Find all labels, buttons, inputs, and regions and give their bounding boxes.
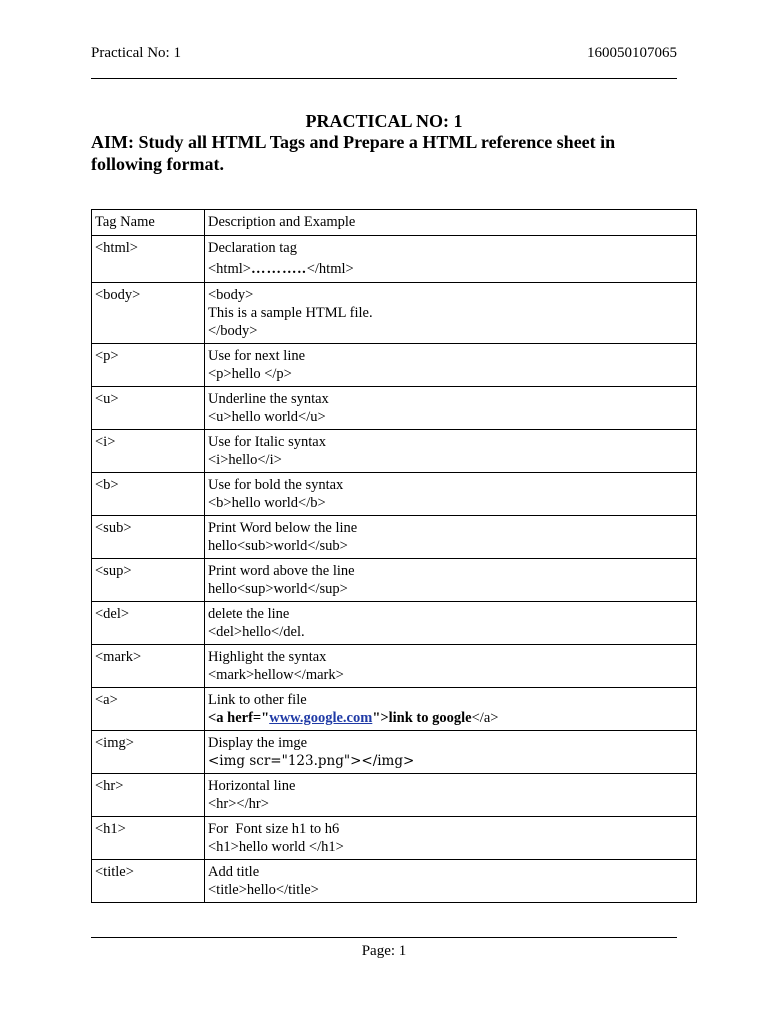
description-cell (205, 645, 697, 688)
description-cell (205, 688, 697, 731)
example-text: <img scr="123.png"></img> (208, 753, 415, 769)
example-line: <body> (208, 287, 254, 303)
table-row (92, 860, 697, 903)
description-text: For Font size h1 to h6 (208, 821, 340, 837)
example-text: <u>hello world</u> (208, 409, 326, 425)
description-cell (205, 473, 697, 516)
example-text: <title>hello</title> (208, 882, 319, 898)
example-text: hello<sup>world</sup> (208, 581, 348, 597)
example-text (208, 709, 693, 727)
description-cell (205, 387, 697, 430)
description-cell (205, 602, 697, 645)
html-reference-table (91, 209, 697, 903)
tag-cell: <sub> (92, 516, 205, 559)
table-row (92, 473, 697, 516)
table-header-row (92, 210, 697, 236)
aim-line-1: AIM: Study all HTML Tags and Prepare a HTML reference sheet in (91, 132, 616, 152)
page-number: Page: 1 (361, 943, 407, 959)
example-dots: ……….. (250, 261, 307, 277)
description-text: Add title (208, 864, 260, 880)
example-text: <p>hello </p> (208, 366, 292, 382)
tag-cell: <mark> (92, 645, 205, 688)
tag-cell: <sup> (92, 559, 205, 602)
example-open: <html> (208, 261, 251, 277)
tag-cell: <i> (92, 430, 205, 473)
description-text: Underline the syntax (208, 391, 329, 407)
tag-cell: <img> (92, 731, 205, 774)
tag-cell: <h1> (92, 817, 205, 860)
tag-cell: <html> (92, 236, 205, 283)
description-cell (205, 430, 697, 473)
description-text: Use for next line (208, 348, 306, 364)
table-row (92, 602, 697, 645)
description-cell (205, 860, 697, 903)
description-text: Horizontal line (208, 778, 296, 794)
description-text: Print Word below the line (208, 520, 358, 536)
example-text: <b>hello world</b> (208, 495, 326, 511)
table-row (92, 817, 697, 860)
example-close: </html> (306, 261, 354, 277)
example-anchor-text: ">link to google (372, 710, 472, 726)
table-row (92, 236, 697, 283)
footer-divider (91, 937, 677, 938)
table-row (92, 645, 697, 688)
example-anchor-open: <a herf=" (208, 710, 270, 726)
example-text: <hr></hr> (208, 796, 269, 812)
header-description: Description and Example (205, 210, 697, 236)
tag-cell: <p> (92, 344, 205, 387)
tag-cell: <u> (92, 387, 205, 430)
tag-cell: <hr> (92, 774, 205, 817)
header-enrollment-number: 160050107065 (587, 45, 677, 61)
example-text: <mark>hellow</mark> (208, 667, 344, 683)
aim-statement (91, 131, 691, 175)
description-text: Highlight the syntax (208, 649, 327, 665)
example-text: <h1>hello world </h1> (208, 839, 344, 855)
description-text: Print word above the line (208, 563, 355, 579)
description-cell (205, 344, 697, 387)
description-cell (205, 236, 697, 283)
description-text: Use for bold the syntax (208, 477, 344, 493)
table-row (92, 516, 697, 559)
description-cell (205, 731, 697, 774)
table-row (92, 283, 697, 344)
description-text: Display the imge (208, 735, 308, 751)
example-anchor-close: </a> (471, 710, 499, 726)
tag-cell: <a> (92, 688, 205, 731)
header-tag-name: Tag Name (92, 210, 205, 236)
header-divider (91, 78, 677, 79)
example-line: This is a sample HTML file. (208, 305, 373, 321)
table-row (92, 559, 697, 602)
description-cell (205, 283, 697, 344)
description-text: Use for Italic syntax (208, 434, 326, 450)
table-row (92, 688, 697, 731)
tag-cell: <body> (92, 283, 205, 344)
example-line: </body> (208, 323, 258, 339)
aim-line-2: following format. (91, 154, 224, 174)
table-row (92, 731, 697, 774)
example-link[interactable]: www.google.com (269, 710, 373, 726)
page-title: PRACTICAL NO: 1 (305, 111, 463, 131)
tag-cell: <del> (92, 602, 205, 645)
tag-cell: <b> (92, 473, 205, 516)
description-text: delete the line (208, 606, 290, 622)
description-cell (205, 516, 697, 559)
example-text: hello<sub>world</sub> (208, 538, 348, 554)
example-text: <del>hello</del. (208, 624, 305, 640)
table-row (92, 774, 697, 817)
table-row (92, 387, 697, 430)
description-cell (205, 817, 697, 860)
description-cell (205, 559, 697, 602)
description-text: Link to other file (208, 692, 307, 708)
example-text (208, 260, 693, 278)
table-row (92, 430, 697, 473)
description-cell (205, 774, 697, 817)
description-text: Declaration tag (208, 240, 297, 256)
table-row (92, 344, 697, 387)
example-text: <i>hello</i> (208, 452, 282, 468)
tag-cell: <title> (92, 860, 205, 903)
header-practical-label: Practical No: 1 (91, 45, 181, 61)
